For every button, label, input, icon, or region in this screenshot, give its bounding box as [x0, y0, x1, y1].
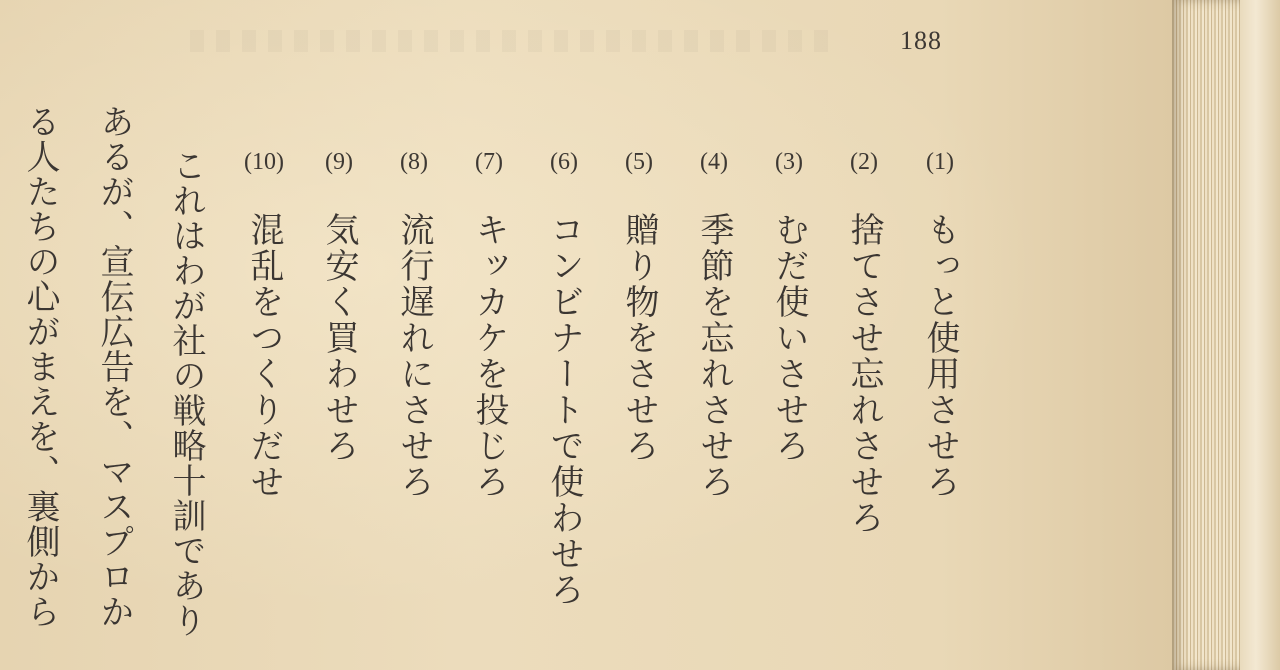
- item-number: (10): [244, 149, 284, 175]
- body-text-line: あるが、宣伝広告を、マスプロか: [94, 104, 134, 629]
- item-number: (5): [625, 149, 653, 175]
- item-number: (3): [775, 149, 803, 175]
- body-text-line: る人たちの心がまえを、裏側から: [20, 104, 60, 629]
- book-spine: [1240, 0, 1280, 670]
- list-item: [467, 146, 511, 500]
- item-text: 贈り物をさせろ: [619, 212, 659, 464]
- item-number: (9): [325, 149, 353, 175]
- item-number: (2): [850, 149, 878, 175]
- show-through-text: [190, 30, 830, 52]
- item-text: 捨てさせ忘れさせろ: [844, 212, 884, 536]
- item-number: (1): [926, 149, 954, 175]
- item-number: (4): [700, 149, 728, 175]
- item-number: (6): [550, 149, 578, 175]
- list-item: [317, 146, 361, 464]
- list-item: [542, 146, 586, 608]
- list-item: [918, 146, 962, 500]
- list-item: [842, 146, 886, 536]
- list-item: [242, 146, 286, 500]
- item-text: コンビナートで使わせろ: [544, 212, 584, 608]
- item-text: もっと使用させろ: [920, 212, 960, 500]
- body-text-line: これはわが社の戦略十訓であり: [166, 148, 206, 638]
- item-number: (8): [400, 149, 428, 175]
- item-text: 気安く買わせろ: [319, 212, 359, 464]
- item-text: キッカケを投じろ: [469, 212, 509, 500]
- item-text: 流行遅れにさせろ: [394, 212, 434, 500]
- list-item: [617, 146, 661, 464]
- item-text: 季節を忘れさせろ: [694, 212, 734, 500]
- page-number: 188: [900, 26, 942, 55]
- list-item: [692, 146, 736, 500]
- list-item: [392, 146, 436, 500]
- item-number: (7): [475, 149, 503, 175]
- item-text: むだ使いさせろ: [769, 212, 809, 464]
- item-text: 混乱をつくりだせ: [244, 212, 284, 500]
- list-item: [767, 146, 811, 464]
